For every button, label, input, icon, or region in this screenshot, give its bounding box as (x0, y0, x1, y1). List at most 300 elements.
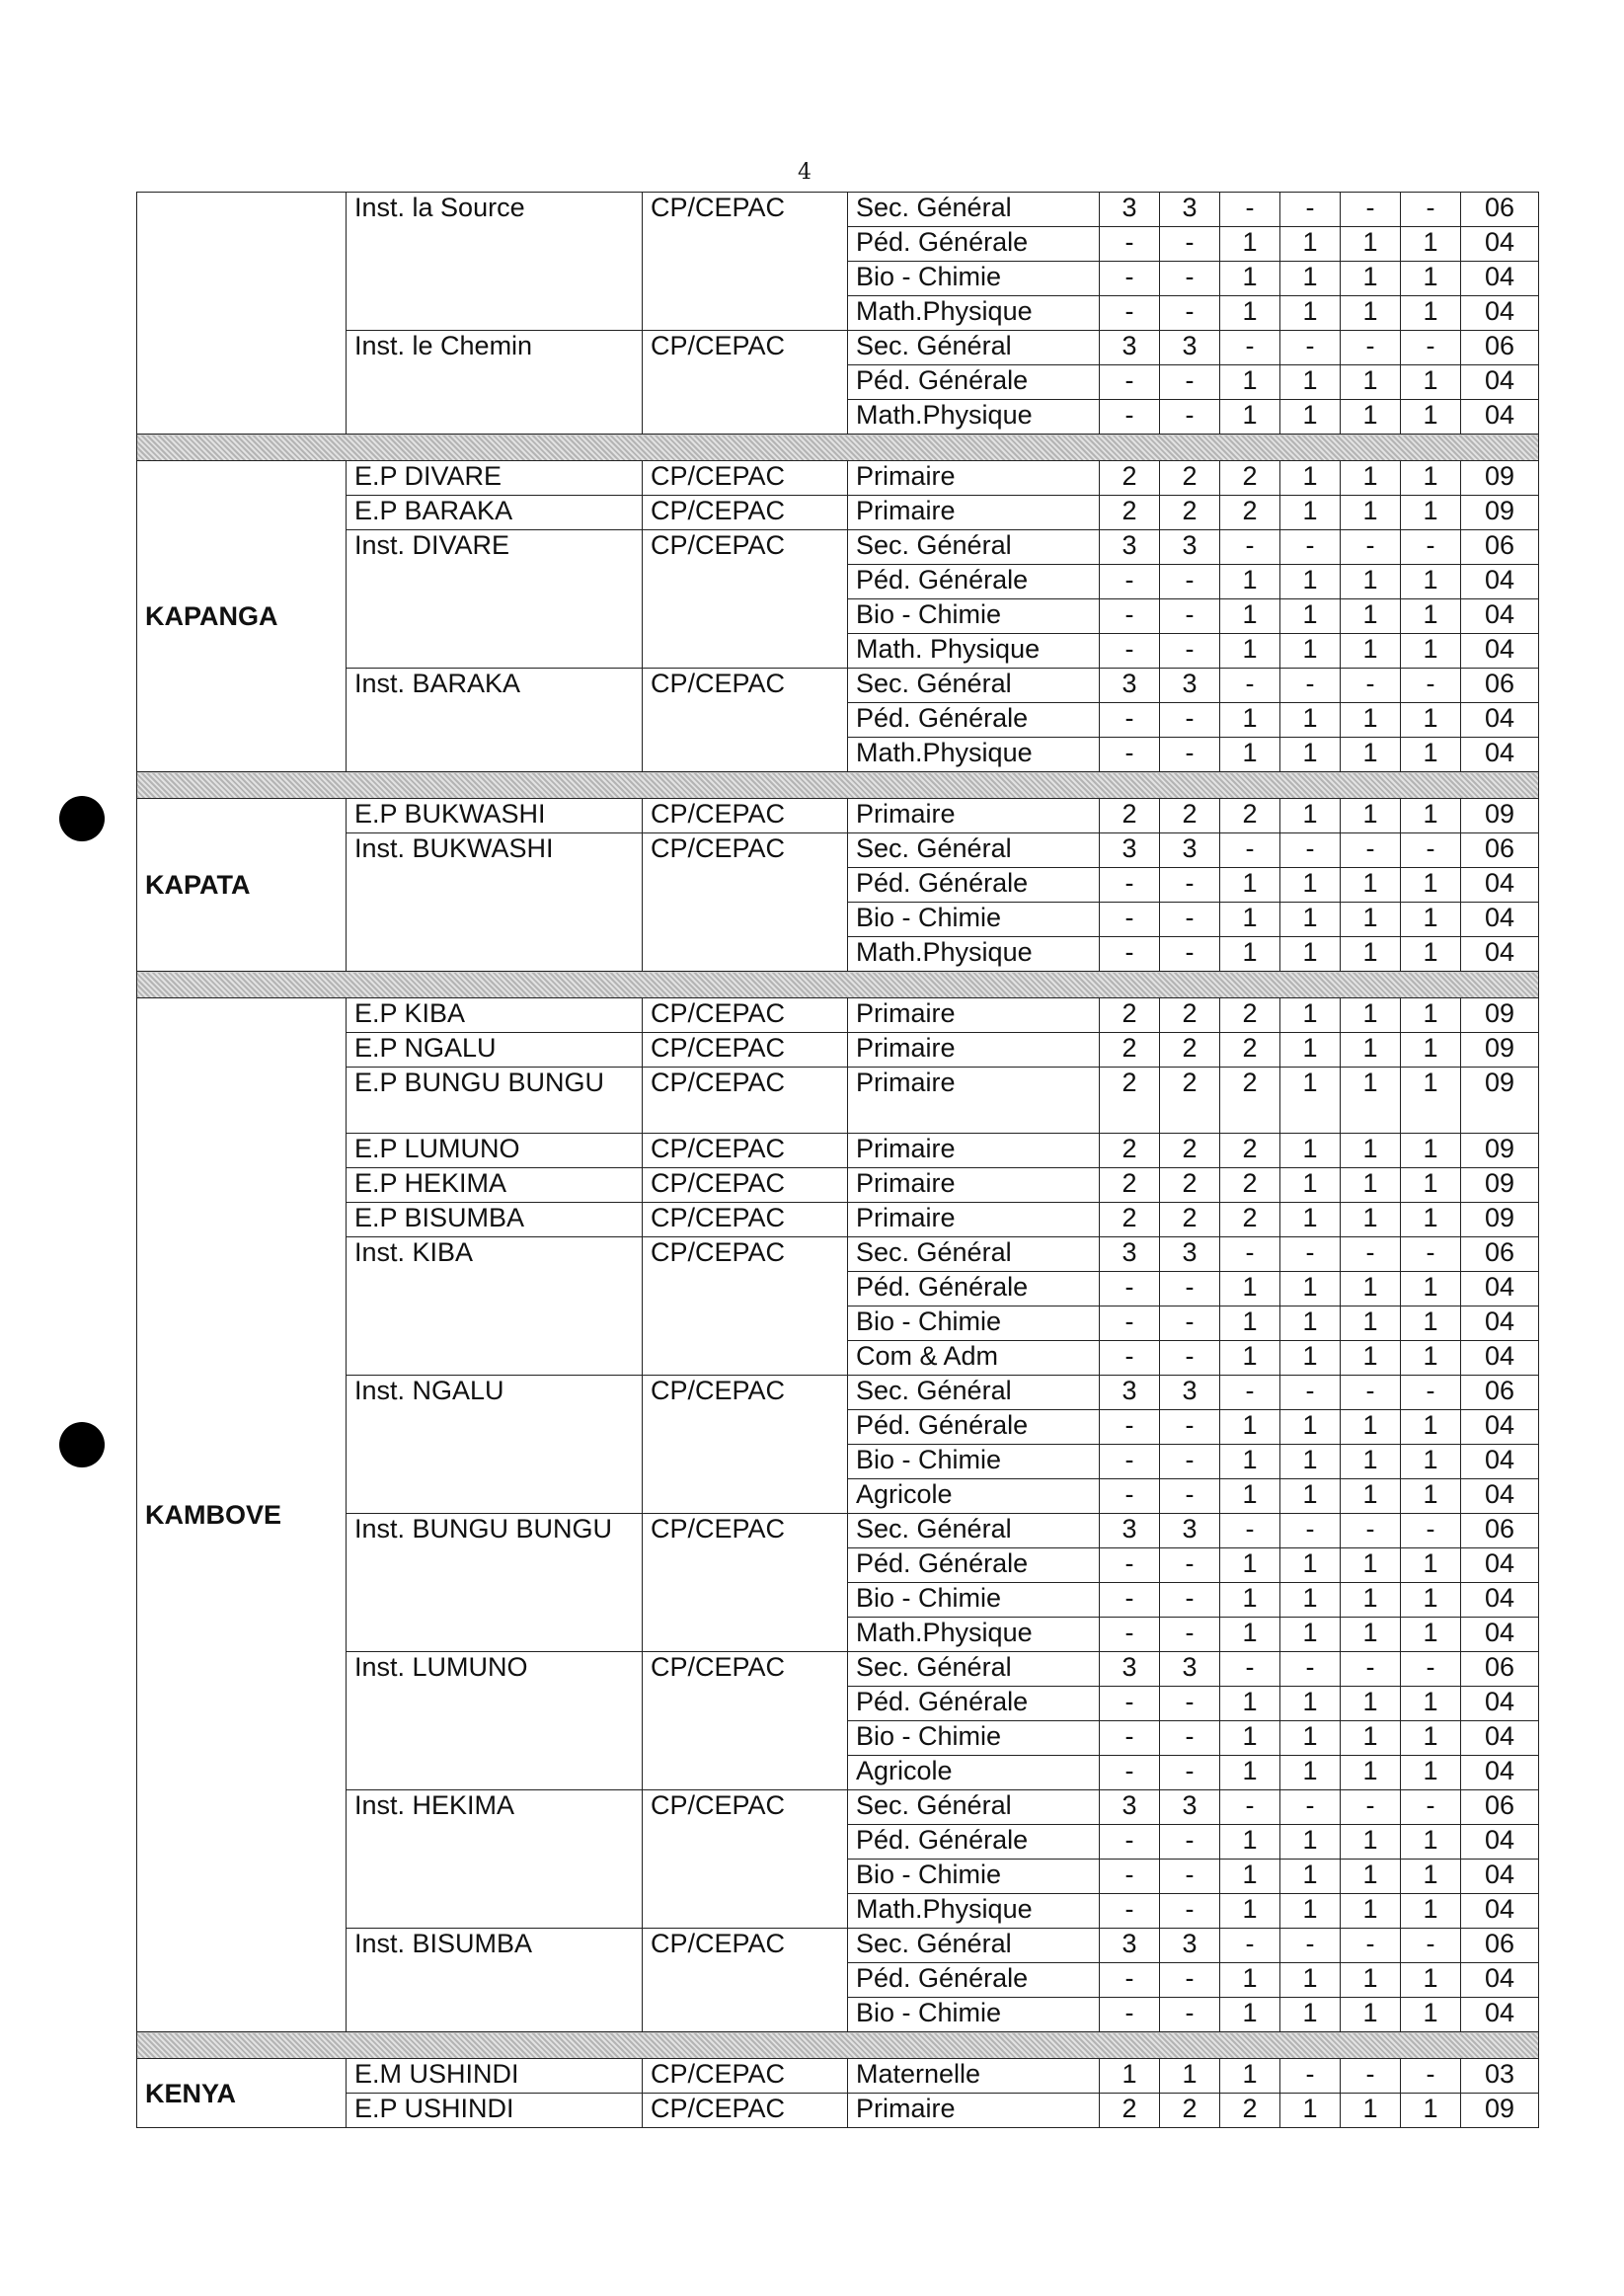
school-name-cell: E.P BISUMBA (347, 1203, 643, 1237)
value-cell: 2 (1100, 1134, 1160, 1168)
school-type-cell: CP/CEPAC (643, 833, 848, 972)
value-cell: 1 (1341, 296, 1401, 331)
option-cell: Bio - Chimie (848, 262, 1100, 296)
value-cell: 1 (1220, 400, 1280, 435)
value-cell: 3 (1160, 331, 1220, 365)
value-cell: 2 (1160, 1203, 1220, 1237)
value-cell: 1 (1401, 1033, 1461, 1068)
table-row (137, 799, 1539, 833)
value-cell: - (1401, 1514, 1461, 1548)
value-cell: 1 (1280, 262, 1341, 296)
option-cell: Maternelle (848, 2059, 1100, 2094)
value-cell: - (1160, 262, 1220, 296)
value-cell: - (1160, 365, 1220, 400)
value-cell: 1 (1341, 1825, 1401, 1860)
value-cell: 1 (1280, 1445, 1341, 1479)
separator-cell (137, 772, 1539, 799)
option-cell: Sec. Général (848, 530, 1100, 565)
value-cell: 3 (1100, 1790, 1160, 1825)
school-name-cell: Inst. LUMUNO (347, 1652, 643, 1790)
option-cell: Bio - Chimie (848, 1721, 1100, 1756)
table-row (137, 2094, 1539, 2128)
value-cell: 1 (1220, 1860, 1280, 1894)
value-cell: 2 (1220, 1068, 1280, 1134)
value-cell: 3 (1160, 1790, 1220, 1825)
school-type-cell: CP/CEPAC (643, 331, 848, 435)
option-cell: Sec. Général (848, 1376, 1100, 1410)
value-cell: - (1100, 1410, 1160, 1445)
value-cell: - (1280, 1790, 1341, 1825)
value-cell: 1 (1401, 1548, 1461, 1583)
value-cell: 2 (1160, 461, 1220, 496)
total-cell: 09 (1461, 2094, 1539, 2128)
value-cell: 1 (1220, 262, 1280, 296)
value-cell: 1 (1280, 799, 1341, 833)
value-cell: 1 (1341, 1687, 1401, 1721)
value-cell: 2 (1160, 1134, 1220, 1168)
value-cell: 1 (1341, 799, 1401, 833)
value-cell: 1 (1280, 998, 1341, 1033)
value-cell: 2 (1100, 1033, 1160, 1068)
value-cell: - (1160, 1410, 1220, 1445)
value-cell: 1 (1220, 1825, 1280, 1860)
value-cell: - (1160, 1272, 1220, 1306)
table-row (137, 1168, 1539, 1203)
school-name-cell: E.P BUNGU BUNGU (347, 1068, 643, 1134)
value-cell: 1 (1280, 1756, 1341, 1790)
value-cell: - (1220, 1237, 1280, 1272)
option-cell: Primaire (848, 1134, 1100, 1168)
value-cell: 3 (1100, 1376, 1160, 1410)
value-cell: 1 (1341, 599, 1401, 634)
value-cell: 1 (1220, 565, 1280, 599)
school-type-cell: CP/CEPAC (643, 1237, 848, 1376)
value-cell: - (1341, 331, 1401, 365)
value-cell: 1 (1220, 937, 1280, 972)
value-cell: 2 (1220, 998, 1280, 1033)
value-cell: 1 (1401, 1168, 1461, 1203)
value-cell: 1 (1341, 998, 1401, 1033)
value-cell: - (1160, 634, 1220, 669)
value-cell: 1 (1401, 1272, 1461, 1306)
school-name-cell: E.P DIVARE (347, 461, 643, 496)
separator-row (137, 972, 1539, 998)
school-name-cell: Inst. BUKWASHI (347, 833, 643, 972)
value-cell: 1 (1280, 703, 1341, 738)
value-cell: 3 (1100, 1514, 1160, 1548)
value-cell: - (1341, 530, 1401, 565)
value-cell: - (1160, 1479, 1220, 1514)
value-cell: 1 (1401, 1203, 1461, 1237)
value-cell: - (1100, 738, 1160, 772)
total-cell: 04 (1461, 1825, 1539, 1860)
option-cell: Sec. Général (848, 833, 1100, 868)
value-cell: 2 (1220, 461, 1280, 496)
school-type-cell: CP/CEPAC (643, 1376, 848, 1514)
value-cell: 1 (1341, 461, 1401, 496)
school-type-cell: CP/CEPAC (643, 1168, 848, 1203)
value-cell: 1 (1280, 738, 1341, 772)
option-cell: Primaire (848, 1168, 1100, 1203)
value-cell: 2 (1160, 2094, 1220, 2128)
value-cell: 1 (1220, 738, 1280, 772)
value-cell: 1 (1280, 599, 1341, 634)
value-cell: 1 (1280, 868, 1341, 903)
value-cell: - (1100, 1341, 1160, 1376)
option-cell: Péd. Générale (848, 227, 1100, 262)
value-cell: 1 (1280, 1998, 1341, 2032)
value-cell: 1 (1220, 903, 1280, 937)
value-cell: 1 (1341, 703, 1401, 738)
total-cell: 06 (1461, 1376, 1539, 1410)
value-cell: - (1160, 738, 1220, 772)
option-cell: Math.Physique (848, 1894, 1100, 1929)
value-cell: 3 (1100, 1237, 1160, 1272)
commune-cell (137, 193, 347, 435)
school-name-cell: E.P NGALU (347, 1033, 643, 1068)
value-cell: 1 (1160, 2059, 1220, 2094)
value-cell: - (1220, 1929, 1280, 1963)
total-cell: 09 (1461, 461, 1539, 496)
value-cell: - (1341, 669, 1401, 703)
total-cell: 04 (1461, 1272, 1539, 1306)
value-cell: 3 (1160, 833, 1220, 868)
total-cell: 09 (1461, 1134, 1539, 1168)
option-cell: Math.Physique (848, 296, 1100, 331)
total-cell: 04 (1461, 565, 1539, 599)
school-name-cell: E.M USHINDI (347, 2059, 643, 2094)
school-type-cell: CP/CEPAC (643, 461, 848, 496)
value-cell: - (1341, 2059, 1401, 2094)
total-cell: 04 (1461, 1479, 1539, 1514)
total-cell: 04 (1461, 903, 1539, 937)
value-cell: 1 (1341, 496, 1401, 530)
value-cell: - (1401, 530, 1461, 565)
value-cell: - (1341, 1376, 1401, 1410)
option-cell: Primaire (848, 2094, 1100, 2128)
value-cell: - (1220, 1652, 1280, 1687)
value-cell: - (1160, 868, 1220, 903)
total-cell: 06 (1461, 1790, 1539, 1825)
table-row (137, 1514, 1539, 1548)
option-cell: Péd. Générale (848, 1410, 1100, 1445)
value-cell: 2 (1220, 1203, 1280, 1237)
value-cell: 1 (1280, 1894, 1341, 1929)
value-cell: 1 (1341, 1618, 1401, 1652)
value-cell: 1 (1401, 227, 1461, 262)
value-cell: - (1160, 400, 1220, 435)
option-cell: Péd. Générale (848, 1548, 1100, 1583)
option-cell: Primaire (848, 799, 1100, 833)
value-cell: - (1100, 1479, 1160, 1514)
value-cell: 1 (1280, 1721, 1341, 1756)
value-cell: 1 (1341, 937, 1401, 972)
value-cell: 1 (1401, 868, 1461, 903)
option-cell: Math.Physique (848, 400, 1100, 435)
value-cell: 1 (1220, 227, 1280, 262)
value-cell: 1 (1341, 1168, 1401, 1203)
value-cell: 1 (1220, 1583, 1280, 1618)
table-row (137, 1652, 1539, 1687)
total-cell: 09 (1461, 799, 1539, 833)
value-cell: 1 (1341, 903, 1401, 937)
option-cell: Primaire (848, 461, 1100, 496)
value-cell: 1 (1401, 738, 1461, 772)
option-cell: Sec. Général (848, 1929, 1100, 1963)
value-cell: 1 (1341, 1583, 1401, 1618)
value-cell: 1 (1220, 1618, 1280, 1652)
value-cell: 2 (1100, 496, 1160, 530)
value-cell: 1 (1280, 365, 1341, 400)
value-cell: - (1280, 331, 1341, 365)
value-cell: - (1100, 400, 1160, 435)
option-cell: Péd. Générale (848, 365, 1100, 400)
value-cell: 1 (1401, 1894, 1461, 1929)
school-type-cell: CP/CEPAC (643, 799, 848, 833)
option-cell: Primaire (848, 1033, 1100, 1068)
value-cell: - (1220, 1790, 1280, 1825)
value-cell: 1 (1401, 1756, 1461, 1790)
total-cell: 06 (1461, 1237, 1539, 1272)
value-cell: - (1160, 703, 1220, 738)
value-cell: - (1100, 1860, 1160, 1894)
option-cell: Agricole (848, 1479, 1100, 1514)
table-row (137, 1376, 1539, 1410)
value-cell: - (1341, 1652, 1401, 1687)
total-cell: 04 (1461, 365, 1539, 400)
value-cell: - (1160, 1860, 1220, 1894)
option-cell: Math.Physique (848, 738, 1100, 772)
value-cell: - (1401, 1790, 1461, 1825)
school-type-cell: CP/CEPAC (643, 2094, 848, 2128)
total-cell: 04 (1461, 400, 1539, 435)
value-cell: - (1100, 903, 1160, 937)
value-cell: 1 (1341, 262, 1401, 296)
value-cell: 1 (1341, 227, 1401, 262)
total-cell: 04 (1461, 738, 1539, 772)
separator-cell (137, 2032, 1539, 2059)
value-cell: 1 (1220, 296, 1280, 331)
value-cell: - (1100, 703, 1160, 738)
school-type-cell: CP/CEPAC (643, 193, 848, 331)
value-cell: 1 (1280, 1963, 1341, 1998)
value-cell: 1 (1220, 599, 1280, 634)
total-cell: 06 (1461, 833, 1539, 868)
value-cell: 2 (1100, 1203, 1160, 1237)
value-cell: - (1100, 1548, 1160, 1583)
value-cell: 1 (1341, 1068, 1401, 1134)
value-cell: - (1100, 634, 1160, 669)
value-cell: 1 (1401, 599, 1461, 634)
table-row (137, 193, 1539, 227)
value-cell: - (1160, 1445, 1220, 1479)
option-cell: Math. Physique (848, 634, 1100, 669)
value-cell: 1 (1280, 1479, 1341, 1514)
value-cell: 2 (1220, 1134, 1280, 1168)
value-cell: - (1160, 903, 1220, 937)
value-cell: 1 (1220, 1306, 1280, 1341)
value-cell: - (1100, 1306, 1160, 1341)
value-cell: 1 (1280, 1068, 1341, 1134)
value-cell: - (1100, 1272, 1160, 1306)
value-cell: - (1220, 1376, 1280, 1410)
punch-hole (59, 796, 105, 841)
total-cell: 06 (1461, 669, 1539, 703)
value-cell: - (1401, 833, 1461, 868)
school-type-cell: CP/CEPAC (643, 530, 848, 669)
total-cell: 06 (1461, 530, 1539, 565)
value-cell: - (1100, 1825, 1160, 1860)
value-cell: 1 (1280, 1583, 1341, 1618)
page-number: 4 (798, 160, 812, 185)
value-cell: 1 (1280, 1687, 1341, 1721)
value-cell: 3 (1100, 833, 1160, 868)
separator-row (137, 772, 1539, 799)
value-cell: 1 (1401, 296, 1461, 331)
value-cell: 2 (1100, 1068, 1160, 1134)
total-cell: 04 (1461, 634, 1539, 669)
total-cell: 04 (1461, 937, 1539, 972)
value-cell: 3 (1100, 1652, 1160, 1687)
value-cell: - (1160, 1548, 1220, 1583)
value-cell: 2 (1100, 2094, 1160, 2128)
value-cell: 1 (1401, 1721, 1461, 1756)
value-cell: 1 (1401, 1618, 1461, 1652)
total-cell: 04 (1461, 1860, 1539, 1894)
value-cell: 1 (1280, 296, 1341, 331)
value-cell: - (1100, 1583, 1160, 1618)
total-cell: 09 (1461, 1068, 1539, 1134)
value-cell: 3 (1160, 193, 1220, 227)
table-row (137, 2059, 1539, 2094)
school-type-cell: CP/CEPAC (643, 998, 848, 1033)
value-cell: 1 (1401, 903, 1461, 937)
option-cell: Bio - Chimie (848, 1306, 1100, 1341)
value-cell: - (1100, 262, 1160, 296)
value-cell: 1 (1280, 400, 1341, 435)
total-cell: 04 (1461, 703, 1539, 738)
value-cell: 1 (1280, 1272, 1341, 1306)
value-cell: 1 (1401, 1134, 1461, 1168)
value-cell: - (1100, 868, 1160, 903)
value-cell: 1 (1220, 868, 1280, 903)
school-type-cell: CP/CEPAC (643, 1033, 848, 1068)
value-cell: 1 (1401, 496, 1461, 530)
value-cell: 1 (1341, 1860, 1401, 1894)
value-cell: - (1401, 1237, 1461, 1272)
value-cell: 1 (1280, 496, 1341, 530)
value-cell: 1 (1220, 1410, 1280, 1445)
value-cell: - (1341, 833, 1401, 868)
option-cell: Bio - Chimie (848, 903, 1100, 937)
total-cell: 06 (1461, 1514, 1539, 1548)
value-cell: 1 (1401, 1825, 1461, 1860)
school-name-cell: Inst. HEKIMA (347, 1790, 643, 1929)
option-cell: Péd. Générale (848, 1825, 1100, 1860)
value-cell: 1 (1280, 1341, 1341, 1376)
value-cell: 2 (1160, 799, 1220, 833)
total-cell: 04 (1461, 1687, 1539, 1721)
value-cell: 1 (1280, 1825, 1341, 1860)
value-cell: 1 (1341, 1410, 1401, 1445)
school-name-cell: Inst. NGALU (347, 1376, 643, 1514)
value-cell: 1 (1280, 2094, 1341, 2128)
value-cell: 2 (1100, 998, 1160, 1033)
value-cell: 1 (1100, 2059, 1160, 2094)
total-cell: 06 (1461, 1929, 1539, 1963)
option-cell: Bio - Chimie (848, 1860, 1100, 1894)
option-cell: Bio - Chimie (848, 1998, 1100, 2032)
value-cell: 1 (1401, 1860, 1461, 1894)
value-cell: 1 (1280, 565, 1341, 599)
value-cell: 3 (1160, 1237, 1220, 1272)
school-type-cell: CP/CEPAC (643, 1929, 848, 2032)
value-cell: 1 (1401, 634, 1461, 669)
value-cell: - (1100, 365, 1160, 400)
school-type-cell: CP/CEPAC (643, 1134, 848, 1168)
total-cell: 04 (1461, 868, 1539, 903)
value-cell: 1 (1220, 365, 1280, 400)
value-cell: - (1160, 1341, 1220, 1376)
value-cell: 1 (1220, 1721, 1280, 1756)
value-cell: - (1160, 227, 1220, 262)
separator-cell (137, 972, 1539, 998)
value-cell: - (1341, 193, 1401, 227)
option-cell: Péd. Générale (848, 1687, 1100, 1721)
option-cell: Sec. Général (848, 669, 1100, 703)
value-cell: 1 (1220, 1687, 1280, 1721)
value-cell: - (1160, 1756, 1220, 1790)
value-cell: 3 (1100, 331, 1160, 365)
table-row (137, 461, 1539, 496)
value-cell: 1 (1280, 1033, 1341, 1068)
value-cell: 1 (1220, 2059, 1280, 2094)
value-cell: - (1280, 2059, 1341, 2094)
total-cell: 04 (1461, 1306, 1539, 1341)
value-cell: - (1160, 1687, 1220, 1721)
value-cell: 1 (1341, 1721, 1401, 1756)
value-cell: 1 (1280, 1203, 1341, 1237)
value-cell: 2 (1220, 1033, 1280, 1068)
table-row (137, 331, 1539, 365)
value-cell: 1 (1341, 1445, 1401, 1479)
total-cell: 04 (1461, 599, 1539, 634)
value-cell: 3 (1160, 1376, 1220, 1410)
value-cell: 1 (1220, 1548, 1280, 1583)
option-cell: Sec. Général (848, 1237, 1100, 1272)
value-cell: 1 (1341, 1033, 1401, 1068)
value-cell: 1 (1401, 1583, 1461, 1618)
table-row (137, 1033, 1539, 1068)
value-cell: 1 (1401, 400, 1461, 435)
value-cell: 1 (1341, 565, 1401, 599)
value-cell: 1 (1341, 1548, 1401, 1583)
commune-cell: KAPANGA (137, 461, 347, 772)
value-cell: 1 (1220, 1998, 1280, 2032)
value-cell: - (1160, 1618, 1220, 1652)
value-cell: - (1100, 1687, 1160, 1721)
school-type-cell: CP/CEPAC (643, 2059, 848, 2094)
value-cell: 3 (1160, 669, 1220, 703)
option-cell: Primaire (848, 1203, 1100, 1237)
value-cell: 1 (1280, 1548, 1341, 1583)
value-cell: 2 (1160, 998, 1220, 1033)
commune-cell: KENYA (137, 2059, 347, 2128)
total-cell: 09 (1461, 998, 1539, 1033)
value-cell: 1 (1401, 998, 1461, 1033)
value-cell: 1 (1220, 634, 1280, 669)
option-cell: Bio - Chimie (848, 599, 1100, 634)
